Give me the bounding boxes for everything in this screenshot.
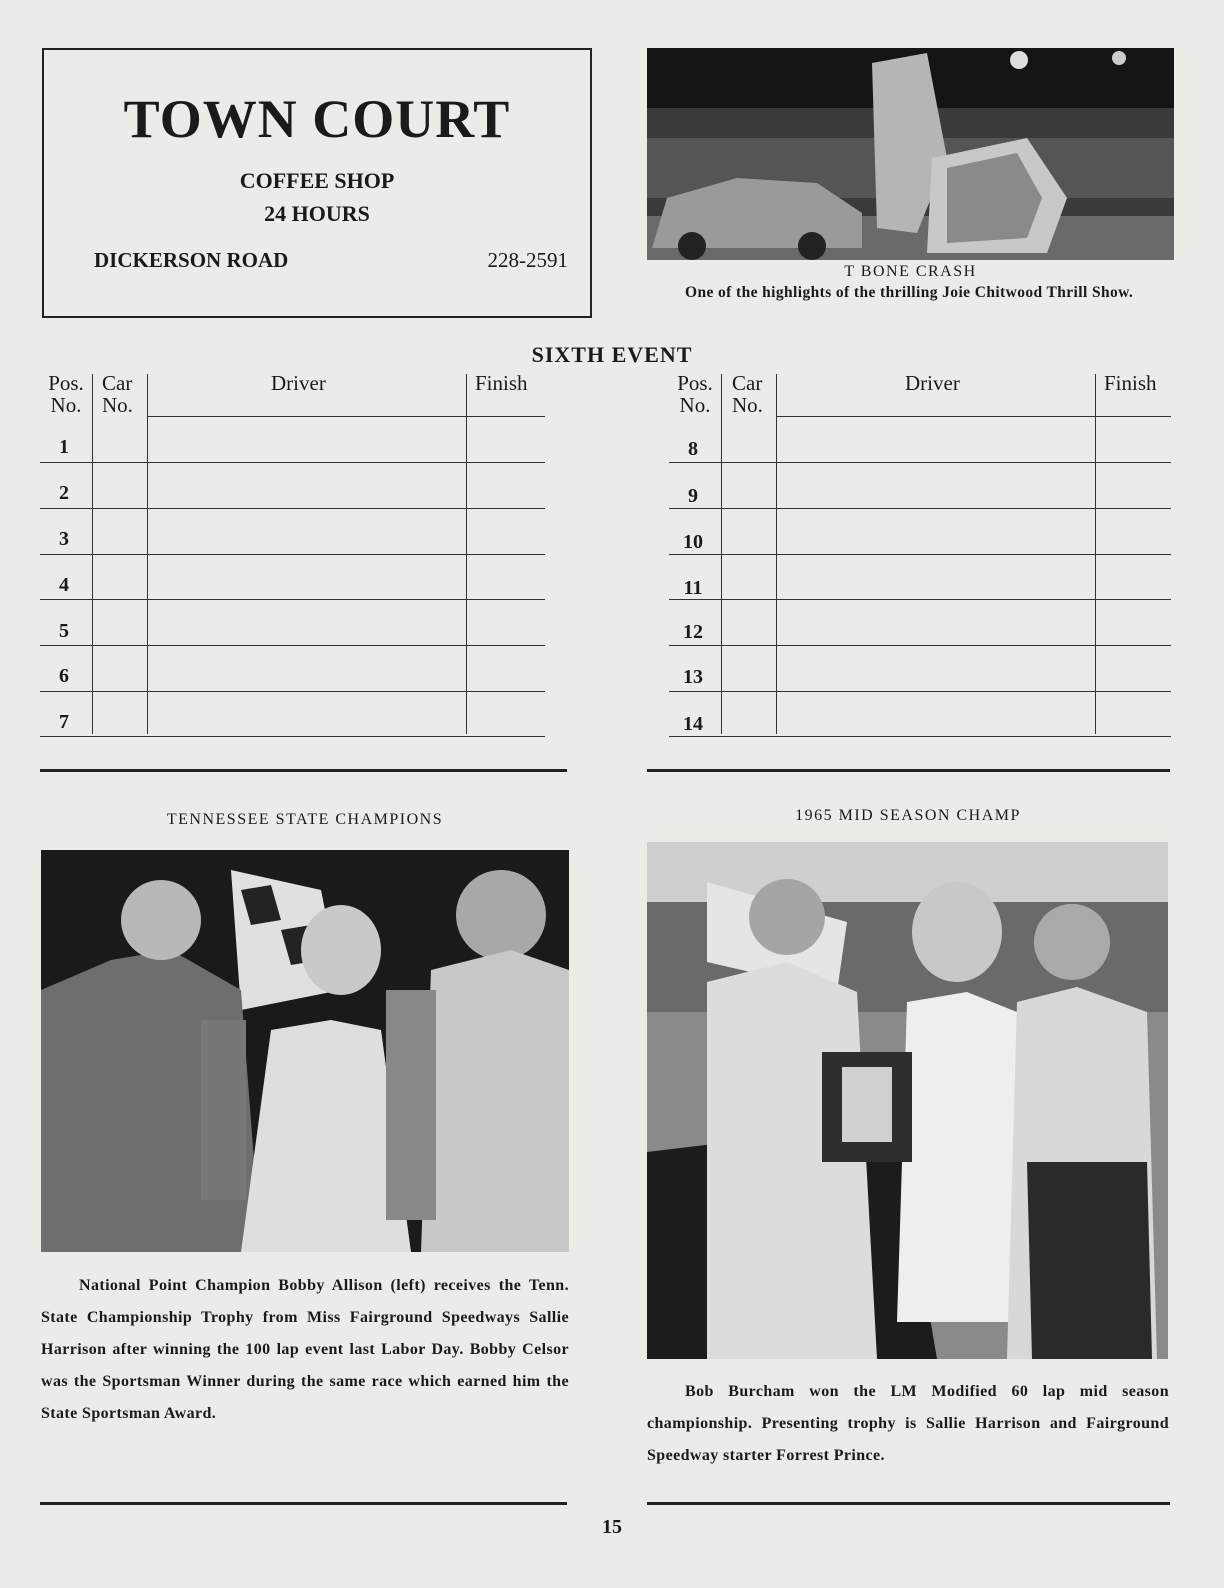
ad-title: TOWN COURT bbox=[123, 89, 511, 149]
right-story-caption: Bob Burcham won the LM Modified 60 lap mid season championship. Presenting trophy is Sallie Harrison and Fairground Speedway starter Forrest Prince. bbox=[647, 1383, 1169, 1464]
finish-header: Finish bbox=[475, 371, 528, 395]
bottom-rule bbox=[647, 1502, 1170, 1505]
scoring-table-right bbox=[669, 370, 1171, 740]
pos-header: Pos. bbox=[48, 371, 84, 395]
t-bone-crash-photo bbox=[647, 48, 1174, 260]
position-number: 1 bbox=[59, 436, 69, 458]
mid-season-champ-photo bbox=[647, 842, 1168, 1359]
position-number: 10 bbox=[683, 531, 703, 553]
bottom-rule bbox=[40, 1502, 567, 1505]
car-header: Car bbox=[102, 371, 133, 395]
ad-address: DICKERSON ROAD bbox=[94, 248, 289, 272]
town-court-ad bbox=[42, 48, 592, 318]
section-divider bbox=[40, 769, 567, 772]
position-number: 11 bbox=[683, 577, 703, 599]
car-no-header: No. bbox=[732, 393, 763, 417]
left-story-caption: National Point Champion Bobby Allison (left) receives the Tenn. State Championship Trophy from Miss Fairground Speedways Sallie Harrison after winning the 100 lap event last Labor Day. Bobby Celsor was the Sportsman Winner during the same race which earned him the State Sportsman Award. bbox=[41, 1277, 569, 1422]
page-number: 15 bbox=[602, 1516, 622, 1538]
position-number: 3 bbox=[59, 528, 69, 550]
ad-line-coffee-shop: COFFEE SHOP bbox=[239, 168, 395, 193]
position-number: 5 bbox=[59, 620, 69, 642]
pos-header: Pos. bbox=[677, 371, 713, 395]
ad-line-hours: 24 HOURS bbox=[264, 201, 370, 226]
crash-photo-title: T BONE CRASH bbox=[844, 263, 977, 280]
driver-header: Driver bbox=[905, 371, 960, 395]
driver-header: Driver bbox=[271, 371, 326, 395]
position-number: 4 bbox=[59, 574, 69, 596]
event-title: SIXTH EVENT bbox=[531, 342, 693, 367]
position-number: 8 bbox=[688, 438, 698, 460]
scoring-table-left bbox=[40, 370, 545, 740]
position-number: 12 bbox=[683, 621, 703, 643]
left-story-title: TENNESSEE STATE CHAMPIONS bbox=[166, 811, 444, 828]
position-number: 2 bbox=[59, 482, 69, 504]
crash-photo-caption: One of the highlights of the thrilling Joie Chitwood Thrill Show. bbox=[685, 284, 1134, 301]
position-number: 6 bbox=[59, 665, 69, 687]
pos-no-header: No. bbox=[50, 393, 82, 417]
right-story-title: 1965 MID SEASON CHAMP bbox=[795, 807, 1021, 824]
car-header: Car bbox=[732, 371, 763, 395]
ad-phone: 228-2591 bbox=[487, 248, 568, 272]
position-number: 14 bbox=[683, 713, 703, 735]
position-number: 7 bbox=[59, 711, 69, 733]
section-divider bbox=[647, 769, 1170, 772]
pos-no-header: No. bbox=[679, 393, 711, 417]
tennessee-champions-photo bbox=[41, 850, 569, 1252]
finish-header: Finish bbox=[1104, 371, 1157, 395]
car-no-header: No. bbox=[102, 393, 133, 417]
position-number: 9 bbox=[688, 485, 698, 507]
position-number: 13 bbox=[683, 666, 703, 688]
